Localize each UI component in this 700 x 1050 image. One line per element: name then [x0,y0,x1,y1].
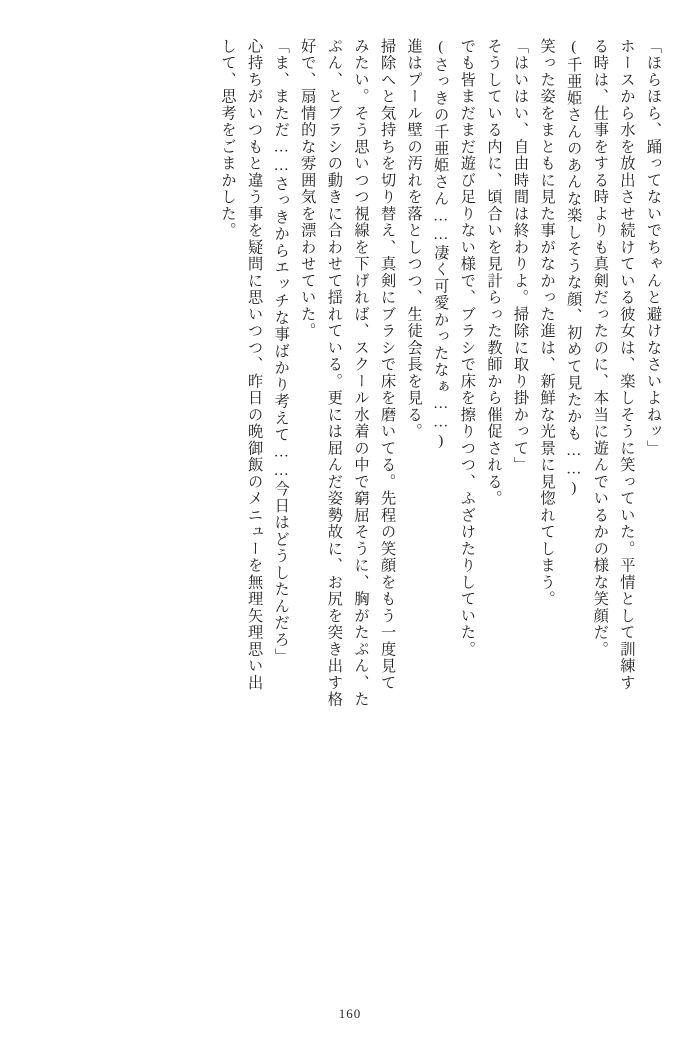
text-line: でも皆まだまだ遊び足りない様で、ブラシで床を擦りつつ、ふざけたりしていた。 [458,38,476,658]
text-line: (さっきの千亜姫さん……凄く可愛かったなぁ……) [432,38,450,451]
text-line: みたい。そう思いつつ視線を下げれば、スクール水着の中で窮屈そうに、胸がたぷん、た [352,38,370,708]
text-line: ホースから水を放出させ続けている彼女は、楽しそうに笑っていた。平情として訓練す [618,38,636,692]
text-line: して、思考をごまかした。 [219,38,237,239]
page-number: 160 [338,1006,362,1021]
text-line: 進はプール壁の汚れを落としつつ、生徒会長を見る。 [405,38,423,440]
text-line: 掃除へと気持ちを切り替え、真剣にブラシで床を磨いてる。先程の笑顔をもう一度見て [379,38,397,692]
text-line: 心持ちがいつもと違う事を疑問に思いつつ、昨日の晩御飯のメニューを無理矢理思い出 [246,38,264,692]
text-line: 「ま、まただ……さっきからエッチな事ばかり考えて……今日はどうしたんだろ」 [272,38,290,665]
text-line: ぷん、とブラシの動きに合わせて揺れている。更には屈んだ姿勢故に、お尻を突き出す格 [325,38,343,708]
text-line: 好で、扇情的な雰囲気を漂わせていた。 [299,38,317,340]
text-line: そうしている内に、頃合いを見計らった教師から催促される。 [485,38,503,507]
vertical-text-block [34,38,666,972]
text-line: る時は、仕事をする時よりも真剣だったのに、本当に遊んでいるかの様な笑顔だ。 [591,38,609,658]
text-line: (千亜姫さんのあんな楽しそうな顔、初めて見たかも……) [565,38,583,498]
text-line: 「ほらほら、踊ってないでちゃんと避けなさいよねッ」 [645,38,662,457]
text-line: 笑った姿をまともに見た事がなかった進は、新鮮な光景に見惚れてしまう。 [538,38,556,608]
text-line: 「はいはい、自由時間は終わりよ。掃除に取り掛かって」 [512,38,530,474]
